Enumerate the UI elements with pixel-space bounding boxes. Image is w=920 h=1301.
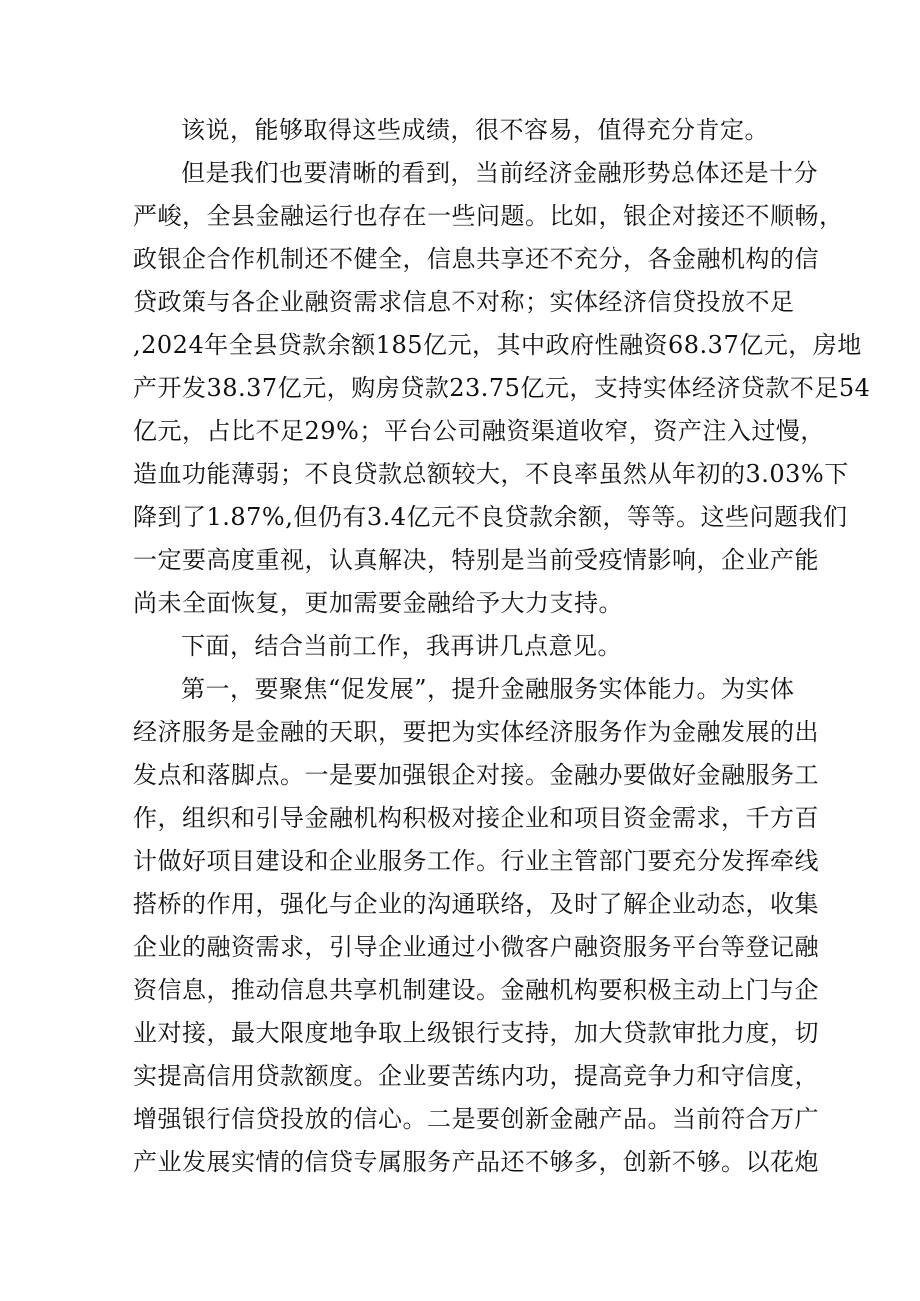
text-line: 搭桥的作用，强化与企业的沟通联络，及时了解企业动态，收集 — [133, 890, 819, 918]
text-line: 业对接，最大限度地争取上级银行支持，加大贷款审批力度，切 — [133, 1019, 819, 1047]
text-line: 产开发38.37亿元，购房贷款23.75亿元，支持实体经济贷款不足54 — [133, 374, 871, 402]
text-line: 第一，要聚焦“促发展”，提升金融服务实体能力。为实体 — [181, 675, 795, 703]
text-line: 降到了1.87%,但仍有3.4亿元不良贷款余额，等等。这些问题我们 — [133, 503, 848, 531]
text-line: 计做好项目建设和企业服务工作。行业主管部门要充分发挥牵线 — [133, 847, 819, 875]
text-line: 实提高信用贷款额度。企业要苦练内功，提高竞争力和守信度， — [133, 1062, 819, 1090]
text-line: 下面，结合当前工作，我再讲几点意见。 — [181, 632, 622, 660]
text-line: 但是我们也要清晰的看到，当前经济金融形势总体还是十分 — [181, 159, 818, 187]
text-line: 资信息，推动信息共享机制建设。金融机构要积极主动上门与企 — [133, 976, 819, 1004]
text-line: 亿元，占比不足29%；平台公司融资渠道收窄，资产注入过慢， — [133, 417, 825, 445]
text-line: 严峻，全县金融运行也存在一些问题。比如，银企对接还不顺畅， — [133, 202, 844, 230]
text-line: 作，组织和引导金融机构积极对接企业和项目资金需求，千方百 — [133, 804, 819, 832]
text-line: 一定要高度重视，认真解决，特别是当前受疫情影响，企业产能 — [133, 546, 819, 574]
text-line: 产业发展实情的信贷专属服务产品还不够多，创新不够。以花炮 — [133, 1148, 819, 1176]
text-line: 造血功能薄弱；不良贷款总额较大，不良率虽然从年初的3.03%下 — [133, 460, 849, 488]
text-line: 经济服务是金融的天职，要把为实体经济服务作为金融发展的出 — [133, 718, 819, 746]
text-line: 发点和落脚点。一是要加强银企对接。金融办要做好金融服务工 — [133, 761, 819, 789]
text-line: 企业的融资需求，引导企业通过小微客户融资服务平台等登记融 — [133, 933, 819, 961]
text-line: 增强银行信贷投放的信心。二是要创新金融产品。当前符合万广 — [133, 1105, 819, 1133]
text-line: 政银企合作机制还不健全，信息共享还不充分，各金融机构的信 — [133, 245, 819, 273]
text-line: 贷政策与各企业融资需求信息不对称；实体经济信贷投放不足 — [133, 288, 795, 316]
text-line: ,2024年全县贷款余额185亿元，其中政府性融资68.37亿元，房地 — [133, 331, 862, 359]
text-line: 尚未全面恢复，更加需要金融给予大力支持。 — [133, 589, 623, 617]
text-line: 该说，能够取得这些成绩，很不容易，值得充分肯定。 — [181, 116, 769, 144]
